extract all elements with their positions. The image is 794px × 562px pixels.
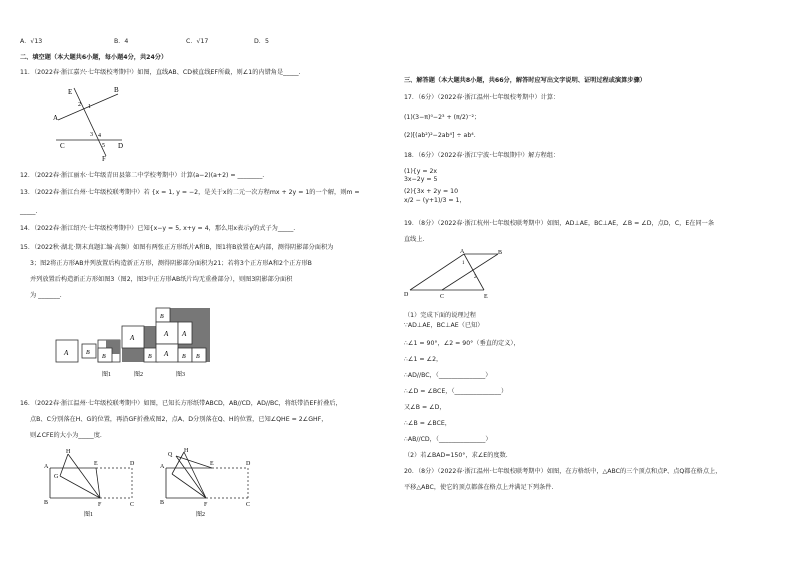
- fig1-label-b: B: [86, 350, 90, 356]
- f2-label-h: H: [184, 448, 189, 454]
- angle-4: 4: [98, 133, 101, 139]
- q15-line3: 并列放置后构造新正方形如图3（图2，图3中正方形AB纸片均无重叠部分），则图3阴影部分面积: [30, 276, 293, 283]
- q19-step6: ∴∠D = ∠BCE，（_______________）: [404, 388, 508, 395]
- angle-5: 5: [102, 143, 105, 149]
- fig1-caption: 图1: [102, 372, 112, 378]
- q16-line1: 16．（2022春·浙江温州·七年级校联考期中）如图，已知长方形纸带ABCD，AB//CD，AD//BC，将纸带沿EF折叠后，: [20, 400, 342, 407]
- q15-line4: 为 _______.: [30, 292, 62, 299]
- q19-line2: 直线上.: [404, 236, 425, 243]
- label-c: C: [60, 142, 65, 150]
- f2-label-c: C: [246, 502, 251, 508]
- q19-step5: ∴AD//BC，（_______________）: [404, 372, 492, 379]
- q12-text: 12．（2022春·浙江丽水·七年级青田县第二中学校考期中）计算(a−2)(a+2) = ________.: [20, 172, 265, 179]
- q15-line2: 3；图2将正方形AB并列放置后构造新正方形，测得阴影部分面积为21；若将3个正方形A和2个正方形B: [30, 260, 312, 267]
- label-d: D: [118, 142, 124, 150]
- q17-text: 17．（6分）（2022春·浙江温州·七年级校考期中）计算：: [404, 94, 560, 101]
- choice-d: D．5: [254, 38, 269, 45]
- f2-label-f: F: [204, 502, 208, 508]
- f2-label-q: Q: [168, 452, 173, 458]
- q19-angle-2: 2: [474, 275, 477, 280]
- q17-part2: (2)[(ab²)²−2ab⁴] ÷ ab⁴.: [404, 132, 476, 139]
- f2-label-e: E: [210, 461, 214, 467]
- f1-label-a: A: [44, 464, 49, 470]
- q15-line1: 15．（2022秋·湖北·期末真题汇编·高频）如图有两张正方形纸片A和B，图1将B放置在A内部，测得阴影部分面积为: [20, 244, 334, 251]
- angle-3: 3: [90, 132, 93, 138]
- f1-label-c: C: [130, 502, 135, 508]
- q19-label-d: D: [404, 292, 409, 298]
- q19-angle-1: 1: [462, 261, 465, 266]
- choice-a: A．√13: [20, 38, 43, 45]
- q15-figures: [52, 304, 222, 380]
- q19-step7: 又∠B = ∠D，: [404, 404, 446, 411]
- q19-step9: ∴AB//CD，（_______________）: [404, 436, 492, 443]
- q18-part2a: (2){3x + 2y = 10: [404, 188, 459, 195]
- q20-line2: 平移△ABC，使它的顶点都落在格点上并满足下列条件.: [404, 484, 554, 491]
- fig3-caption: 图3: [176, 372, 186, 378]
- fig2-caption: 图2: [134, 372, 144, 378]
- f2-label-d: D: [246, 461, 251, 467]
- f1-label-d: D: [130, 461, 135, 467]
- q18-part1a: (1){y = 2x: [404, 168, 438, 175]
- q16-figures: [40, 446, 260, 518]
- fig3-label-b3: B: [196, 354, 200, 360]
- q19-line1: 19．（8分）（2022春·浙江杭州·七年级校联考期中）如图，AD⊥AE，BC⊥AE，∠B = ∠D，点D，C，E在同一条: [404, 220, 715, 227]
- label-a: A: [53, 114, 59, 122]
- q11-figure: [52, 84, 124, 162]
- f1-label-g: G: [54, 474, 59, 480]
- q13-text1: 13．（2022春·浙江台州·七年级校联考期中）若 {x = 1, y = −2，是关于x的二元一次方程mx + 2y = 1的一个解，则m =: [20, 189, 360, 196]
- fig2-label-a: A: [130, 334, 135, 342]
- label-f: F: [102, 155, 106, 162]
- q11-text: 11．（2022春·浙江嘉兴·七年级校考期中）如图，直线AB、CD被直线EF所截，则∠1的内错角是_____.: [20, 69, 301, 76]
- f2-label-b: B: [160, 500, 165, 506]
- q19-step2: ∵AD⊥AE，BC⊥AE（已知）: [404, 322, 484, 329]
- choice-c: C．√17: [186, 38, 209, 45]
- q19-step3: ∴∠1 = 90°，∠2 = 90°（垂直的定义），: [404, 340, 520, 347]
- q14-text: 14．（2022春·浙江绍兴·七年级校考期中）已知{x−y = 5, x+y = 4，那么用x表示y的式子为_____.: [20, 225, 296, 232]
- q16-line2: 点B、C分别落在H、G的位置，再沿GF折叠成图2，点A、D分别落在Q、H的位置，已知∠QHE = 2∠GHF，: [30, 416, 328, 423]
- label-b: B: [114, 86, 119, 94]
- q19-step4: ∴∠1 = ∠2，: [404, 356, 443, 363]
- section2-title: 二、填空题（本大题共6小题，每小题4分，共24分）: [20, 54, 168, 61]
- q19-step10: （2）若∠BAD=150°，求∠E的度数.: [404, 452, 508, 459]
- q18-part1b: 3x−2y = 5: [404, 176, 438, 183]
- q20-line1: 20．（8分）（2022春·浙江温州·七年级校联考期中）如图，在方格纸中，△ABC的三个顶点和点P、点Q都在格点上，: [404, 468, 722, 475]
- q19-step1: （1）完成下面的说理过程: [404, 312, 476, 319]
- q19-figure: [404, 248, 514, 300]
- fig3-label-a2: A: [182, 330, 187, 338]
- q19-label-b: B: [498, 250, 503, 256]
- f1-label-f: F: [98, 502, 102, 508]
- f1-label-e: E: [94, 461, 98, 467]
- f1-label-h: H: [66, 449, 71, 455]
- q18-text: 18．（6分）（2022春·浙江宁波·七年级期中）解方程组：: [404, 152, 560, 159]
- q19-label-a: A: [460, 249, 465, 255]
- angle-1: 1: [88, 104, 91, 110]
- fig3-label-b1: B: [160, 314, 164, 320]
- q18-part2b: x/2 − (y+1)/3 = 1，: [404, 197, 466, 204]
- fig1-label-a: A: [64, 349, 69, 357]
- q17-part1: (1)(3−π)⁰−2³ + (π/2)⁻²；: [404, 114, 481, 121]
- angle-2: 2: [78, 102, 81, 108]
- q19-label-e: E: [484, 294, 488, 300]
- section3-title: 三、解答题（本大题共8小题，共66分，解答时应写出文字说明、证明过程或演算步骤）: [404, 77, 646, 84]
- f2-caption: 图2: [196, 512, 206, 518]
- choice-b: B．4: [114, 38, 129, 45]
- f2-label-a: A: [160, 464, 165, 470]
- fig2-label-b: B: [148, 354, 152, 360]
- fig3-label-a3: A: [164, 350, 169, 358]
- fig1-label-b2: B: [102, 354, 106, 360]
- q19-step8: ∴∠B = ∠BCE，: [404, 420, 451, 427]
- label-e: E: [68, 88, 73, 96]
- q19-label-c: C: [440, 294, 445, 300]
- q13-text2: _____.: [20, 208, 38, 215]
- fig3-label-a1: A: [164, 330, 169, 338]
- fig3-label-b2: B: [182, 354, 186, 360]
- f1-caption: 图1: [84, 512, 94, 518]
- q16-line3: 则∠CFE的大小为_____度.: [30, 432, 102, 439]
- f1-label-b: B: [44, 500, 49, 506]
